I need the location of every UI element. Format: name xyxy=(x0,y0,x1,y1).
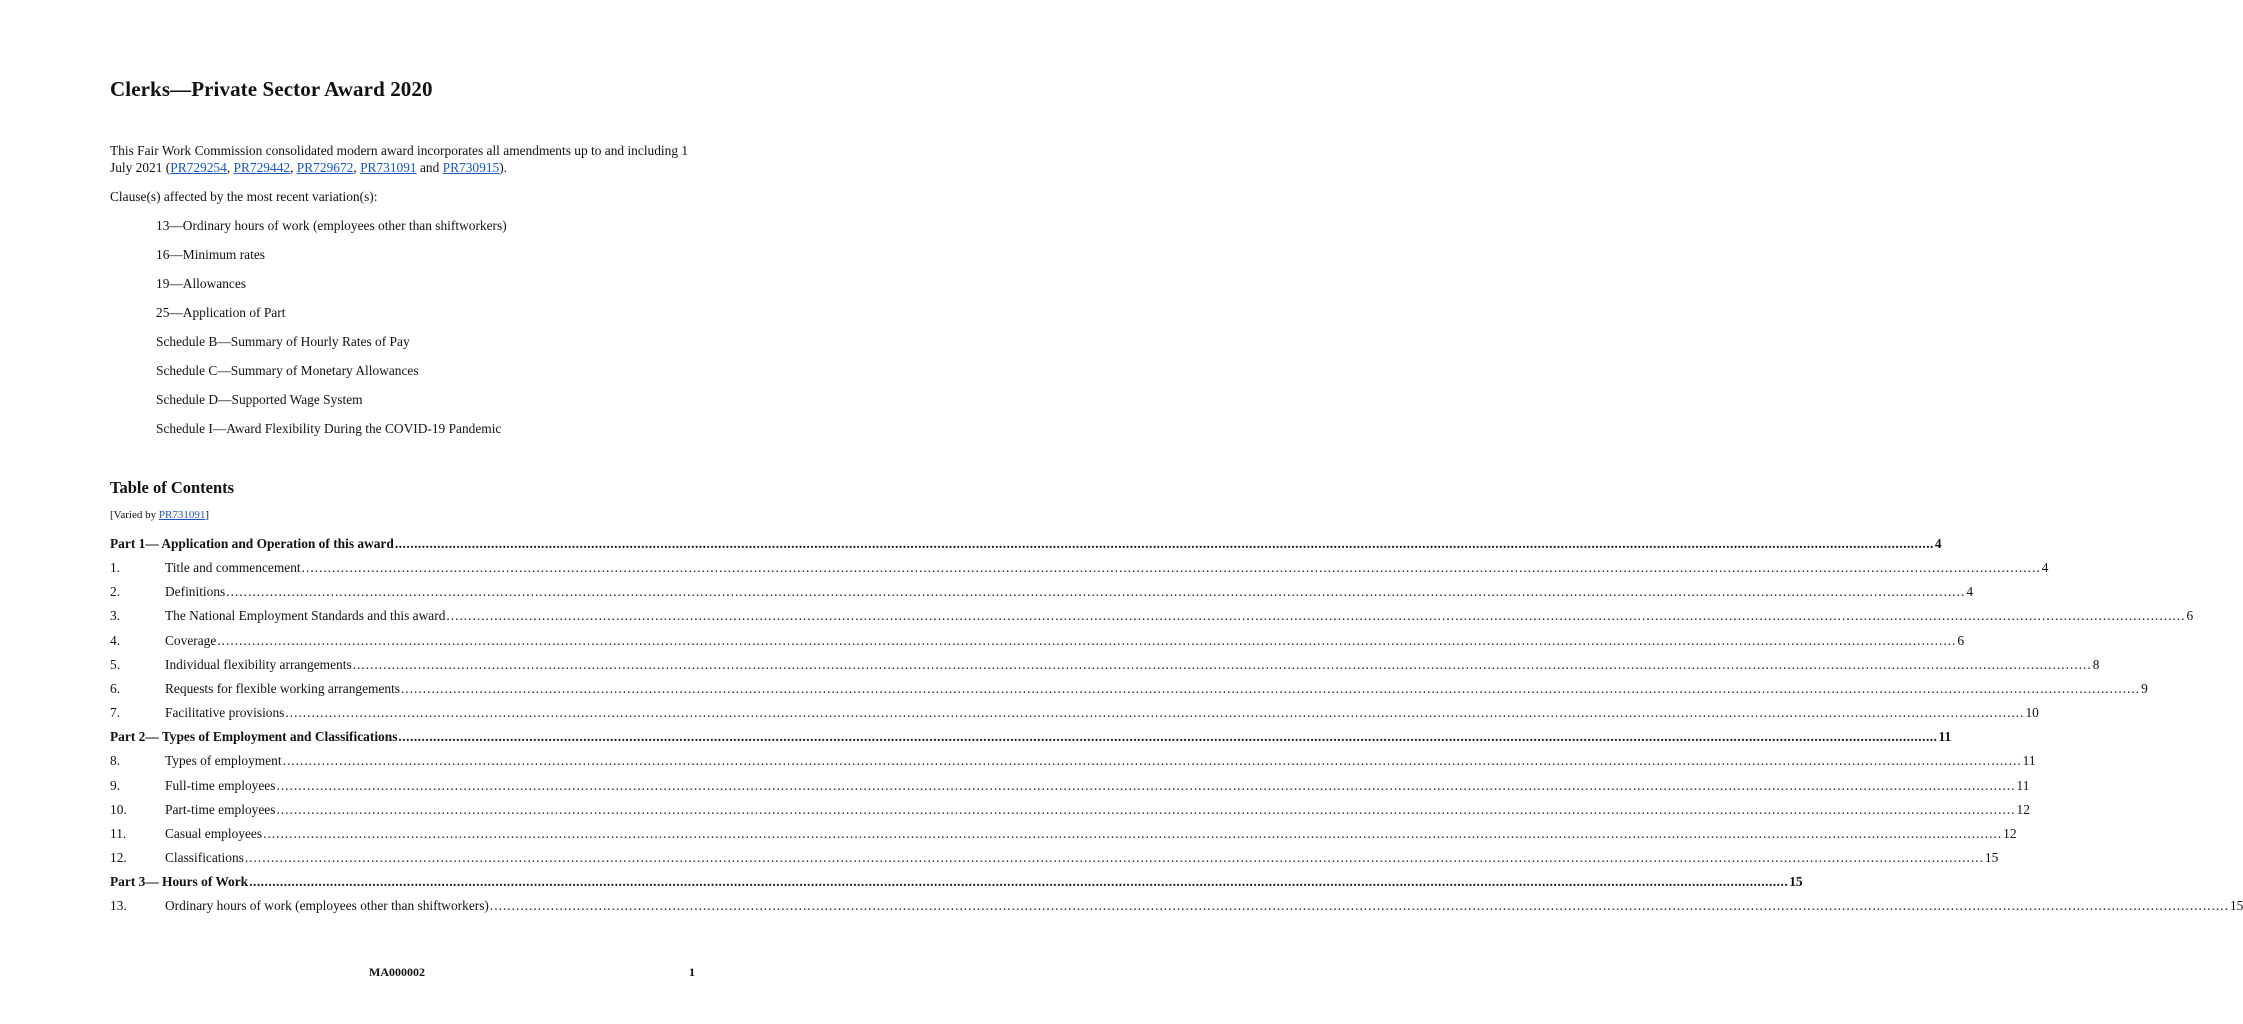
toc-clause-number: 3. xyxy=(110,608,121,624)
affected-clause-item: 13—Ordinary hours of work (employees other than shiftworkers) xyxy=(156,218,507,233)
toc-clause-number: 1. xyxy=(110,560,121,575)
link-pr729672[interactable]: PR729672 xyxy=(296,160,354,175)
toc-dot-leader: ................................................................................................................................................................................................................................................................................................................................................................................................................ xyxy=(263,825,2003,841)
toc-entry-title: Requests for flexible working arrangements xyxy=(165,678,401,700)
toc-entry-title: Part-time employees xyxy=(165,799,276,821)
toc-part-row[interactable] xyxy=(110,726,1952,750)
toc-dot-leader: ................................................................................................................................................................................................................................................................................................................................................................................................................ xyxy=(226,584,1966,600)
toc-entry-title: Title and commencement xyxy=(165,557,302,579)
toc-entry-title: Part 1— Application and Operation of this award xyxy=(110,533,395,555)
toc-entry-title: Definitions xyxy=(165,581,226,603)
toc-entry-title: Classifications xyxy=(165,847,245,869)
toc-dot-leader: ................................................................................................................................................................................................................................................................................................................................................................................................................ xyxy=(249,874,1789,890)
toc-part-row[interactable] xyxy=(110,871,1803,895)
toc-part-row[interactable] xyxy=(110,533,1942,557)
toc-clause-row[interactable] xyxy=(110,750,2036,774)
toc-heading: Table of Contents xyxy=(110,478,235,497)
toc-dot-leader: ................................................................................................................................................................................................................................................................................................................................................................................................................ xyxy=(394,536,1934,551)
affected-clauses-label: Clause(s) affected by the most recent variation(s): xyxy=(110,189,378,204)
link-pr730915[interactable]: PR730915 xyxy=(442,160,500,175)
affected-clause-item: Schedule D—Supported Wage System xyxy=(156,392,363,407)
intro-separator: , xyxy=(353,160,361,175)
toc-page-number: 11 xyxy=(2022,750,2036,772)
intro-paragraph xyxy=(110,142,700,176)
toc-entry-title: Ordinary hours of work (employees other than shiftworkers) xyxy=(165,895,490,917)
toc-dot-leader: ................................................................................................................................................................................................................................................................................................................................................................................................................ xyxy=(401,680,2141,696)
varied-suffix: ] xyxy=(205,509,210,521)
toc-page-number: 4 xyxy=(1965,581,1973,603)
toc-dot-leader: ................................................................................................................................................................................................................................................................................................................................................................................................................ xyxy=(285,705,2025,721)
toc-clause-number: 2. xyxy=(110,584,121,600)
toc-clause-number: 9. xyxy=(110,777,121,793)
affected-clause-item: Schedule I—Award Flexibility During the COVID-19 Pandemic xyxy=(156,421,502,436)
toc-clause-number: 11. xyxy=(110,825,127,841)
toc-page-number: 6 xyxy=(2185,605,2193,627)
toc-page-number: 10 xyxy=(2024,702,2038,724)
toc-page-number: 15 xyxy=(1984,847,1998,869)
toc-entry-title: Casual employees xyxy=(165,823,263,845)
toc-entry-title: Individual flexibility arrangements xyxy=(165,654,353,676)
affected-clause-item: Schedule C—Summary of Monetary Allowances xyxy=(156,363,419,378)
toc-page-number: 11 xyxy=(1937,726,1951,748)
toc-entry-title: Facilitative provisions xyxy=(165,702,285,724)
toc-entry-title: Coverage xyxy=(165,630,217,652)
toc-clause-row[interactable] xyxy=(110,678,2148,702)
toc-clause-number: 10. xyxy=(110,801,127,817)
toc-dot-leader: ................................................................................................................................................................................................................................................................................................................................................................................................................ xyxy=(446,608,2186,624)
toc-dot-leader: ................................................................................................................................................................................................................................................................................................................................................................................................................ xyxy=(276,801,2016,817)
toc-entry-title: Part 3— Hours of Work xyxy=(110,871,249,893)
toc-entry-title: Types of employment xyxy=(165,750,283,772)
link-varied-pr731091[interactable]: PR731091 xyxy=(158,509,206,521)
table-of-contents xyxy=(110,533,2243,919)
toc-clause-row[interactable] xyxy=(110,605,2194,629)
toc-page-number: 4 xyxy=(1934,533,1942,555)
toc-clause-row[interactable] xyxy=(110,799,2030,823)
intro-text: This Fair Work Commission consolidated modern award incorporates all amendments up to and including 1 July 2021 ( xyxy=(110,143,689,175)
toc-clause-number: 5. xyxy=(110,656,121,672)
toc-dot-leader: ................................................................................................................................................................................................................................................................................................................................................................................................................ xyxy=(282,753,2022,769)
toc-dot-leader: ................................................................................................................................................................................................................................................................................................................................................................................................................ xyxy=(244,850,1984,866)
intro-separator: , xyxy=(290,160,297,175)
toc-page-number: 12 xyxy=(2002,823,2016,845)
toc-page-number: 4 xyxy=(2041,557,2049,579)
toc-dot-leader: ................................................................................................................................................................................................................................................................................................................................................................................................................ xyxy=(217,632,1957,648)
toc-clause-row[interactable] xyxy=(110,654,2100,678)
toc-clause-row[interactable] xyxy=(110,557,2049,581)
intro-separator: , xyxy=(226,160,234,175)
footer-page-number: 1 xyxy=(689,965,695,979)
toc-clause-row[interactable] xyxy=(110,630,1965,654)
toc-page-number: 6 xyxy=(1956,630,1964,652)
toc-clause-number: 4. xyxy=(110,632,121,648)
link-pr729442[interactable]: PR729442 xyxy=(233,160,291,175)
toc-page-number: 8 xyxy=(2092,654,2100,676)
toc-clause-row[interactable] xyxy=(110,702,2039,726)
toc-clause-number: 13. xyxy=(110,898,127,914)
toc-page-number: 11 xyxy=(2016,775,2030,797)
toc-clause-row[interactable] xyxy=(110,581,1974,605)
toc-clause-number: 7. xyxy=(110,705,121,721)
toc-clause-row[interactable] xyxy=(110,823,2017,847)
affected-clauses-list xyxy=(156,216,507,448)
intro-separator: and xyxy=(416,160,443,175)
toc-entry-title: The National Employment Standards and this award xyxy=(165,605,446,627)
affected-clause-item: 25—Application of Part xyxy=(156,305,286,320)
toc-entry-title: Part 2— Types of Employment and Classifications xyxy=(110,726,398,748)
toc-entry-title: Full-time employees xyxy=(165,775,276,797)
toc-page-number: 15 xyxy=(1788,871,1802,893)
toc-dot-leader: ................................................................................................................................................................................................................................................................................................................................................................................................................ xyxy=(276,777,2016,793)
toc-clause-row[interactable] xyxy=(110,847,1999,871)
toc-page-number: 9 xyxy=(2140,678,2148,700)
toc-varied-note xyxy=(110,509,209,521)
affected-clause-item: Schedule B—Summary of Hourly Rates of Pay xyxy=(156,334,410,349)
page-title: Clerks—Private Sector Award 2020 xyxy=(110,77,433,101)
affected-clause-item: 16—Minimum rates xyxy=(156,247,265,262)
toc-page-number: 12 xyxy=(2016,799,2030,821)
toc-clause-number: 6. xyxy=(110,680,121,696)
toc-clause-number: 8. xyxy=(110,753,121,769)
footer-award-code: MA000002 xyxy=(369,965,425,979)
link-pr731091[interactable]: PR731091 xyxy=(360,160,417,175)
toc-page-number: 15 xyxy=(2229,895,2243,917)
toc-dot-leader: ................................................................................................................................................................................................................................................................................................................................................................................................................ xyxy=(398,729,1938,745)
toc-dot-leader: ................................................................................................................................................................................................................................................................................................................................................................................................................ xyxy=(489,898,2229,914)
toc-clause-number: 12. xyxy=(110,850,127,866)
toc-dot-leader: ................................................................................................................................................................................................................................................................................................................................................................................................................ xyxy=(301,560,2041,575)
intro-text-end: ). xyxy=(499,160,508,175)
toc-dot-leader: ................................................................................................................................................................................................................................................................................................................................................................................................................ xyxy=(352,656,2092,672)
link-pr729254[interactable]: PR729254 xyxy=(170,160,227,175)
toc-clause-row[interactable] xyxy=(110,895,2243,919)
toc-clause-row[interactable] xyxy=(110,775,2030,799)
affected-clause-item: 19—Allowances xyxy=(156,276,246,291)
varied-prefix: [Varied by xyxy=(110,509,159,521)
